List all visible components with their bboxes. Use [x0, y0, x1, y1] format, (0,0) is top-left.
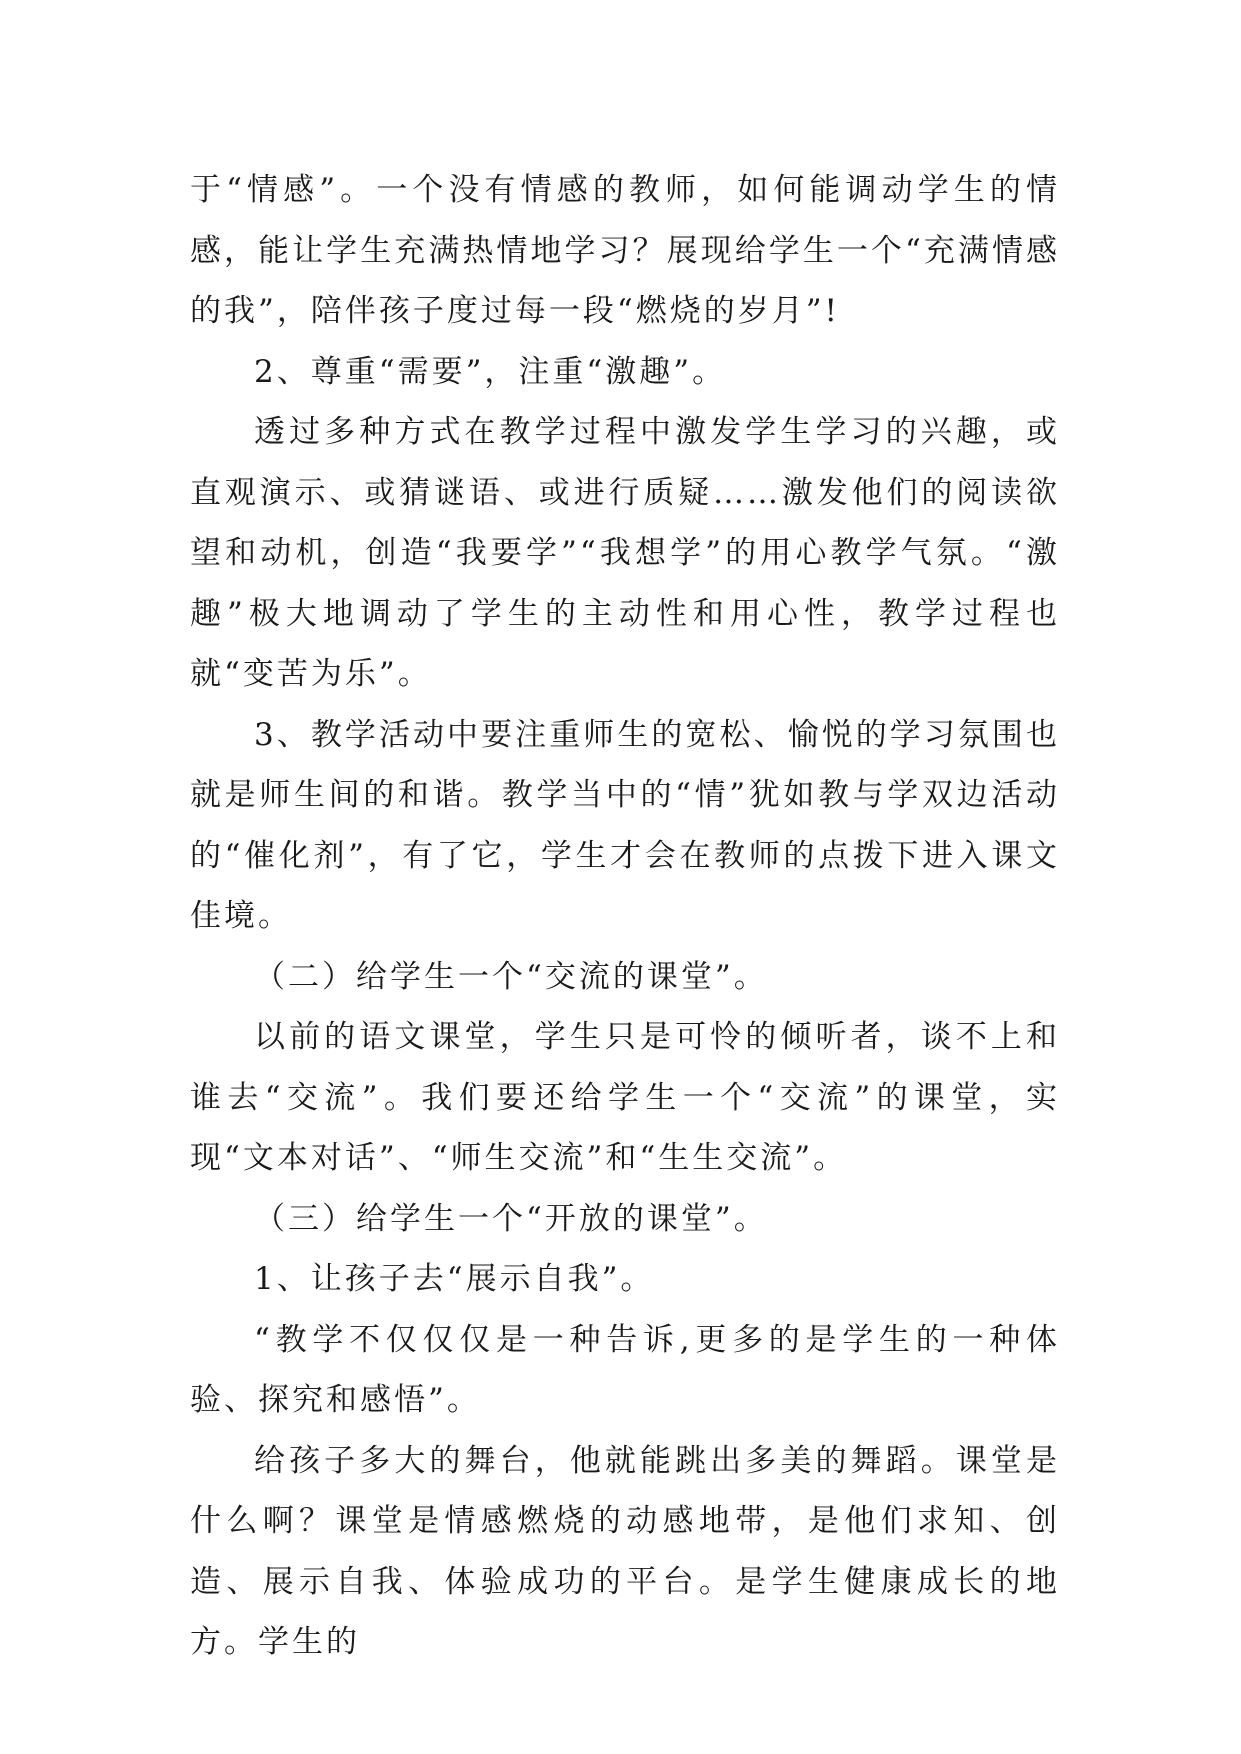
paragraph-6: 以前的语文课堂，学生只是可怜的倾听者，谈不上和谁去“交流”。我们要还给学生一个“交流”的课堂，实现“文本对话”、“师生交流”和“生生交流”。 — [190, 1019, 1060, 1176]
quote-paragraph: “教学不仅仅仅是一种告诉,更多的是学生的一种体验、探究和感悟”。 — [190, 1321, 1060, 1418]
paragraph-8: 1、让孩子去“展示自我”。 — [254, 1261, 655, 1297]
section-heading-3: （三）给学生一个“开放的课堂”。 — [254, 1200, 768, 1237]
paragraph-3: 透过多种方式在教学过程中激发学生学习的兴趣，或直观演示、或猜谜语、或进行质疑……激发他们的阅读欲望和动机，创造“我要学”“我想学”的用心教学气氛。“激趣”极大地调动了学生的主动性和用心性，教学过程也就“变苦为乐”。 — [190, 414, 1060, 692]
section-heading-2: （二）给学生一个“交流的课堂”。 — [254, 958, 768, 995]
body-text — [190, 160, 1060, 1673]
paragraph-4: 3、教学活动中要注重师生的宽松、愉悦的学习氛围也就是师生间的和谐。教学当中的“情”犹如教与学双边活动的“催化剂”，有了它，学生才会在教师的点拨下进入课文佳境。 — [190, 716, 1060, 934]
paragraph-10: 给孩子多大的舞台，他就能跳出多美的舞蹈。课堂是什么啊？课堂是情感燃烧的动感地带，是他们求知、创造、展示自我、体验成功的平台。是学生健康成长的地方。学生的 — [190, 1442, 1060, 1660]
paragraph-2: 2、尊重“需要”，注重“激趣”。 — [254, 353, 727, 390]
paragraph-1: 于“情感”。一个没有情感的教师，如何能调动学生的情感，能让学生充满热情地学习？展现给学生一个“充满情感的我”，陪伴孩子度过每一段“燃烧的岁月”! — [190, 172, 1060, 329]
